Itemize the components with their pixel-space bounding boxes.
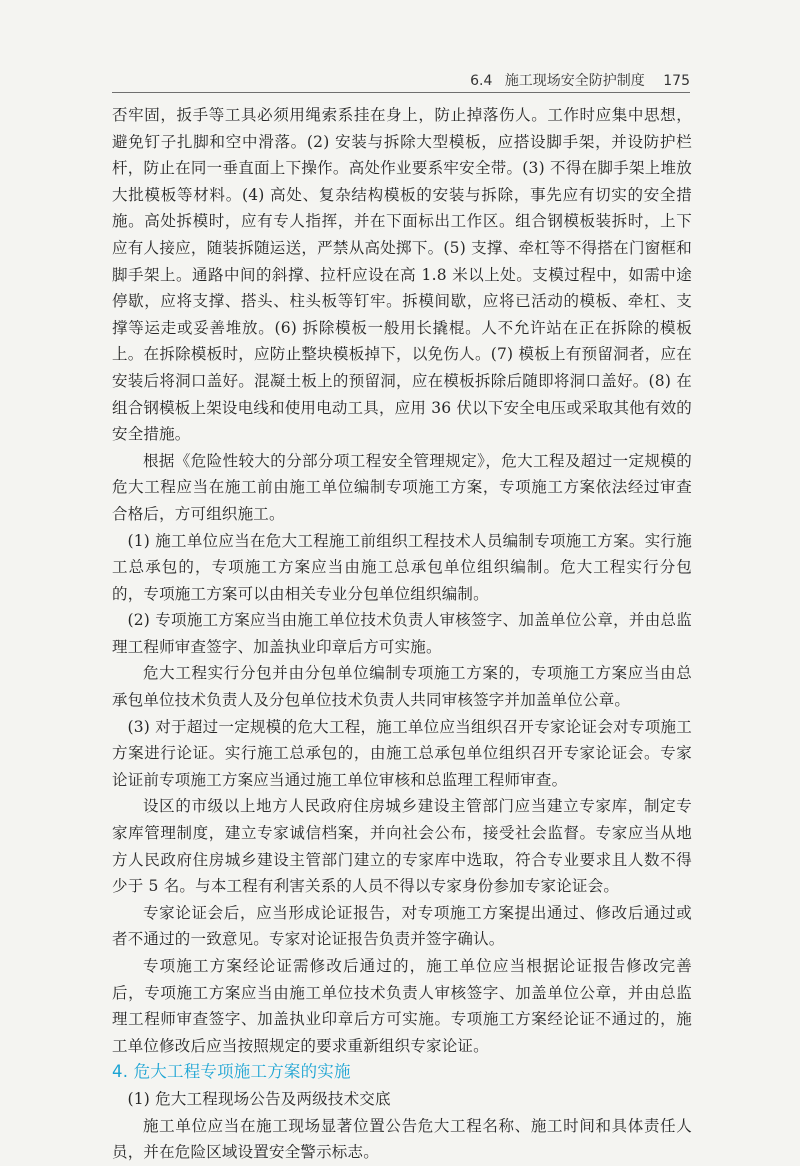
header-section-number: 6.4 [470, 73, 493, 89]
paragraph: 设区的市级以上地方人民政府住房城乡建设主管部门应当建立专家库，制定专家库管理制度，建立专家诚信档案，并向社会公布，接受社会监督。专家应当从地方人民政府住房城乡建设主管部门建立的专家库中选取，符合专业要求且人数不得少于 5 名。与本工程有利害关系的人员不得以专家身份参加专家论证会。 [112, 797, 692, 896]
paragraph: (1) 施工单位应当在危大工程施工前组织工程技术人员编制专项施工方案。实行施工总承包的，专项施工方案应当由施工总承包单位组织编制。危大工程实行分包的，专项施工方案可以由相关专业分包单位组织编制。 [112, 531, 692, 603]
paragraph: (3) 对于超过一定规模的危大工程，施工单位应当组织召开专家论证会对专项施工方案进行论证。实行施工总承包的，由施工总承包单位组织召开专家论证会。专家论证前专项施工方案应当通过施工单位审核和总监理工程师审查。 [112, 717, 692, 789]
paragraph: 专项施工方案经论证需修改后通过的，施工单位应当根据论证报告修改完善后，专项施工方案应当由施工单位技术负责人审核签字、加盖单位公章，并由总监理工程师审查签字、加盖执业印章后方可实施。专项施工方案经论证不通过的，施工单位修改后应当按照规定的要求重新组织专家论证。 [112, 957, 692, 1055]
paragraph: 施工单位应当在施工现场显著位置公告危大工程名称、施工时间和具体责任人员，并在危险区域设置安全警示标志。 [112, 1116, 692, 1162]
paragraph: 否牢固，扳手等工具必须用绳索系挂在身上，防止掉落伤人。工作时应集中思想，避免钉子扎脚和空中滑落。(2) 安装与拆除大型模板，应搭设脚手架，并设防护栏杆，防止在同一垂直面上下操作。高处作业要系牢安全带。(3) 不得在脚手架上堆放大批模板等材料。(4) 高处、复杂结构模板的安装与拆除，事先应有切实的安全措施。高处拆模时，应有专人指挥，并在下面标出工作区。组合钢模板装拆时，上下应有人接应，随装拆随运送，严禁从高处掷下。(5) 支撑、牵杠等不得搭在门窗框和脚手架上。通路中间的斜撑、拉杆应设在高 1.8 米以上处。支模过程中，如需中途停歇，应将支撑、搭头、柱头板等钉牢。拆模间歇，应将已活动的模板、牵杠、支撑等运走或妥善堆放。(6) 拆除模板一般用长撬棍。人不允许站在正在拆除的模板上。在拆除模板时，应防止整块模板掉下，以免伤人。(7) 模板上有预留洞者，应在安装后将洞口盖好。混凝土板上的预留洞，应在模板拆除后随即将洞口盖好。(8) 在组合钢模板上架设电线和使用电动工具，应用 36 伏以下安全电压或采取其他有效的安全措施。 [112, 106, 692, 444]
header-section-title: 施工现场安全防护制度 [504, 73, 645, 89]
header-text [470, 70, 690, 90]
paragraph: (2) 专项施工方案应当由施工单位技术负责人审核签字、加盖单位公章，并由总监理工程师审查签字、加盖执业印章后方可实施。 [112, 611, 692, 656]
section-heading: 4. 危大工程专项施工方案的实施 [112, 1062, 351, 1082]
running-header [112, 64, 690, 93]
paragraph: 危大工程实行分包并由分包单位编制专项施工方案的，专项施工方案应当由总承包单位技术负责人及分包单位技术负责人共同审核签字并加盖单位公章。 [112, 664, 692, 710]
paragraph: 专家论证会后，应当形成论证报告，对专项施工方案提出通过、修改后通过或者不通过的一致意见。专家对论证报告负责并签字确认。 [112, 903, 692, 949]
subsection-heading: (1) 危大工程现场公告及两级技术交底 [127, 1089, 391, 1108]
paragraph: 根据《危险性较大的分部分项工程安全管理规定》，危大工程及超过一定规模的危大工程应当在施工前由施工单位编制专项施工方案，专项施工方案依法经过审查合格后，方可组织施工。 [112, 451, 692, 523]
body-text [112, 102, 692, 1166]
page-number: 175 [663, 73, 690, 89]
